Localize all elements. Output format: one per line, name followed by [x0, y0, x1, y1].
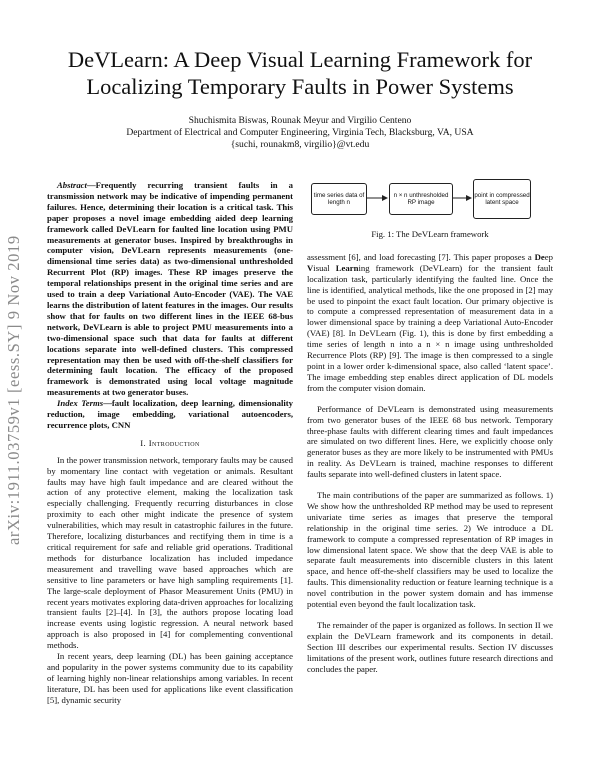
- index-terms: [47, 398, 293, 431]
- p1-bold-v: V: [307, 262, 314, 273]
- title-line-1: DeVLearn: A Deep Visual Learning Framework for: [67, 47, 533, 72]
- right-paragraph-2: Performance of DeVLearn is demonstrated using measurements from two generator buses of the IEEE 68 bus network. Temporary three-phase faults with different clearing times and fault impedances are simulated on two different lines. Here, we explicitly choose only generator buses as they are more likely to be instrumented with PMUs in reality. As DeVLearn is trained, machine responses to different faults separate into well-defined clusters in latent space.: [307, 403, 553, 480]
- section-1-numeral: I.: [140, 437, 147, 448]
- index-terms-label: Index Terms: [57, 398, 104, 409]
- right-column: [307, 177, 553, 675]
- p1-mid-2: isual: [313, 262, 336, 273]
- p1-bold-de: De: [534, 251, 545, 262]
- author-emails[interactable]: {suchi, rounakm8, virgilio}@vt.edu: [230, 139, 370, 150]
- figure-box-time-series: time series data of length n: [311, 183, 367, 215]
- abstract-text: —Frequently recurring transient faults in a transmission network may be indicative of impending permanent failures. Hence, determining their location is a critical task. This paper proposes a novel image embedding aided deep learning framework called DeVLearn for faulted line location using PMU measurements at generator buses. Inspired by breakthroughs in computer vision, DeVLearn represents measurements (one-dimensional time series data) as two-dimensional unthresholded Recurrent Plot (RP) images. These RP images preserve the temporal relationships present in the original time series and are used to train a deep Variational Auto-Encoder (VAE). The VAE learns the distribution of latent features in the images. Our results show that for faults on two different lines in the IEEE 68-bus network, DeVLearn is able to project PMU measurements into a two-dimensional space such that data for faults at different locations separate into well-defined clusters. This compressed representation may then be used with off-the-shelf classifiers for determining fault location. The efficacy of the proposed framework is demonstrated using local voltage magnitude measurements at two generator buses.: [47, 180, 293, 398]
- abstract-label: Abstract: [57, 180, 87, 190]
- section-1-heading: [47, 438, 293, 449]
- right-paragraph-3: The main contributions of the paper are summarized as follows. 1) We show how the unthresholded RP method may be used to represent univariate time series as images that preserve the temporal relationship in the original time series. 2) We introduce a DL framework to compute a compressed representation of RP images in low dimensional latent space. We show that the deep VAE is able to separate fault measurements into discernible clusters in this latent space, and hence off-the-shelf classifiers may be used to localize the faults. This dimensionality reduction or feature learning technique is a novel contribution in the power system domain and has immense potential even beyond the fault localization task.: [307, 490, 553, 610]
- figure-box-latent-space: point in compressed latent space: [473, 179, 531, 219]
- paper-title: [40, 46, 560, 100]
- p1-bold-learn: Learn: [335, 262, 359, 273]
- author-affiliation: Department of Electrical and Computer Engineering, Virginia Tech, Blacksburg, VA, USA: [126, 127, 474, 138]
- p1-start: assessment [6], and load forecasting [7]. This paper proposes a: [307, 251, 535, 262]
- figure-box-rp-image: n × n unthresholded RP image: [389, 183, 453, 215]
- abstract: [47, 180, 293, 398]
- intro-paragraph-2: In recent years, deep learning (DL) has been gaining acceptance and popularity in the power systems community due to its capability of learning highly non-linear relationships among variables. In recent literature, DL has been used for applications like event classification [5], dynamic security: [47, 651, 293, 705]
- section-1-title: Introduction: [148, 437, 200, 448]
- figure-1-caption: Fig. 1: The DeVLearn framework: [371, 229, 489, 239]
- index-terms-text: —fault localization, deep learning, dimensionality reduction, image embedding, variational autoencoders, recurrence plots, CNN: [47, 398, 294, 430]
- author-block: [40, 115, 560, 151]
- figure-1-diagram: [307, 177, 553, 221]
- arxiv-identifier[interactable]: arXiv:1911.03759v1 [eess.SY] 9 Nov 2019: [4, 235, 23, 545]
- author-names: Shuchismita Biswas, Rounak Meyur and Virgilio Centeno: [188, 115, 412, 126]
- left-column: [47, 180, 293, 706]
- intro-paragraph-1: In the power transmission network, temporary faults may be caused by momentary line contact with vegetation or animals. Resultant faults may have high fault impedance and are cleared without the action of any protective element, making the localization task especially challenging. Frequently recurring disturbances in close proximity to each other might indicate the presence of system vulnerabilities, which may result in catastrophic failures in the future. Therefore, localizing disturbances and rectifying them in time is a critical requirement for safe and reliable grid operations. Traditional methods for disturbance localization has included impedance measurement and travelling wave based approaches which are sensitive to line parameters or have high sampling requirements [1]. The large-scale deployment of Phasor Measurement Units (PMU) in recent years motivates exploring data-driven approaches for localizing transient faults [2]–[4]. In [3], the authors propose locating load increase events using logistic regression. A neural network based approach is also proposed in [4] for complementing conventional methods.: [47, 454, 293, 651]
- p1-mid-1: ep: [544, 251, 553, 262]
- right-paragraph-1: [307, 252, 553, 394]
- title-line-2: Localizing Temporary Faults in Power Systems: [86, 74, 514, 99]
- p1-end: ing framework (DeVLearn) for the transient fault localization task, particularly identifying the faulted line. Once the line is identified, analytical methods, like the one proposed in [2] may be used to pinpoint the exact fault location. Our primary objective is to compute a compressed representation of measurement data in a lower dimensional space by training a deep Variational Auto-Encoder (VAE) [8]. In DeVLearn (Fig. 1), this is done by first embedding a time series of length n into a n × n image using unthresholded Recurrence Plots (RP) [9]. The image is then compressed to a single point in a lower order k-dimensional space, also called ‘latent space’. The image embedding step enables direct application of DL models from the computer vision domain.: [307, 262, 553, 393]
- right-paragraph-4: The remainder of the paper is organized as follows. In section II we explain the DeVLearn framework and its components in detail. Section III describes our experimental results. Section IV discusses limitations of the present work, outlines future research directions and concludes the paper.: [307, 620, 553, 674]
